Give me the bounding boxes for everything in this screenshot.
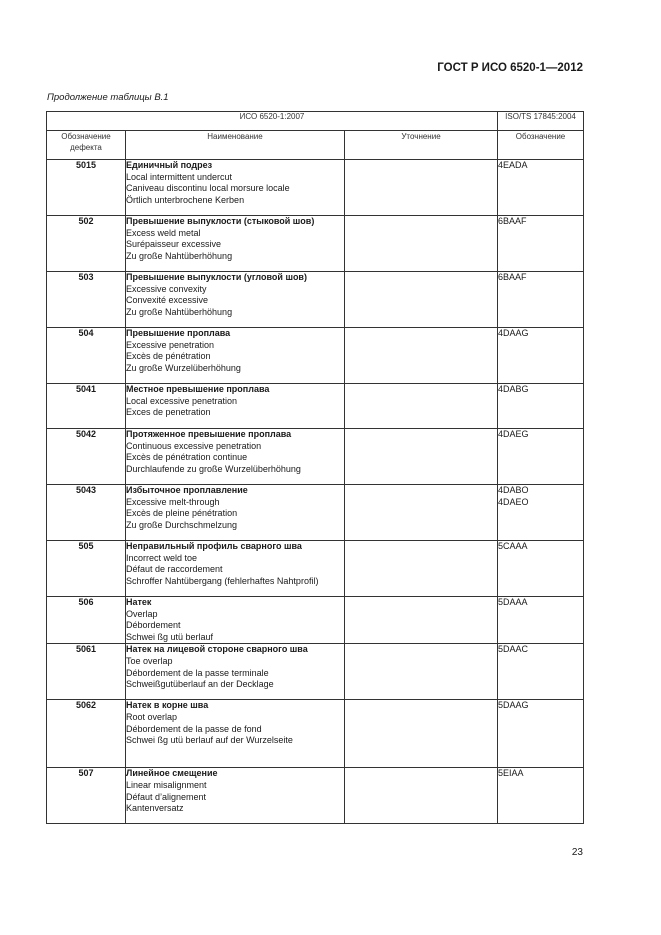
clarification-cell [345,160,498,216]
iso-designation-cell [498,216,584,272]
defects-table [46,111,584,824]
defect-name-ru: Превышение проплава [126,328,231,338]
iso-designation-cell [498,597,584,644]
defect-code: 505 [47,541,126,597]
clarification-cell [345,272,498,328]
group-header-iso6520: ИСО 6520-1:2007 [47,112,498,131]
iso-designation: 6BAAF [498,216,527,226]
defect-name-ru: Протяженное превышение проплава [126,429,292,439]
defect-name-ru: Местное превышение проплава [126,384,270,394]
defect-name-cell [126,384,345,429]
standard-header: ГОСТ Р ИСО 6520-1—2012 [437,62,583,74]
group-header-row [47,112,584,131]
defect-name-translation: Schwei ßg utü berlauf auf der Wurzelseite [126,735,293,746]
defect-name-cell [126,700,345,768]
iso-designation: 5CAAA [498,541,528,551]
clarification-cell [345,384,498,429]
defect-name-translation: Local excessive penetration [126,395,238,406]
clarification-cell [345,768,498,824]
defect-name-ru: Натек на лицевой стороне сварного шва [126,644,308,655]
defect-name-translation: Schweißgutüberlauf an der Decklage [126,679,274,690]
defect-name-translation: Excessive melt-through [126,496,220,507]
table-row [47,328,584,384]
group-header-iso17845: ISO/TS 17845:2004 [498,112,584,131]
defect-name-translation: Root overlap [126,711,178,722]
defect-name-translation: Caniveau discontinu local morsure locale [126,183,290,194]
defect-name-cell [126,485,345,541]
clarification-cell [345,429,498,485]
clarification-cell [345,700,498,768]
iso-designation: 4DAAG [498,328,529,338]
iso-designation-cell [498,160,584,216]
defect-name-translation: Durchlaufende zu große Wurzelüberhöhung [126,463,301,474]
iso-designation: 4DAEO [498,496,529,507]
table-row [47,216,584,272]
defect-name-translation: Kantenversatz [126,803,184,814]
defect-name-ru: Натек в корне шва [126,700,209,711]
defect-name-translation: Zu große Nahtüberhöhung [126,306,233,317]
defect-name-translation: Excessive penetration [126,339,215,350]
defect-name-translation: Toe overlap [126,655,173,666]
defect-name-translation: Exces de penetration [126,407,211,418]
column-header-designation: Обозначение [498,131,584,160]
defect-name-translation: Excès de pleine pénétration [126,508,238,519]
defect-name-ru: Неправильный профиль сварного шва [126,541,302,551]
table-row [47,384,584,429]
defect-code: 504 [47,328,126,384]
defect-name-translation: Zu große Durchschmelzung [126,519,238,530]
iso-designation: 6BAAF [498,272,527,282]
iso-designation: 5EIAA [498,768,524,779]
table-row [47,160,584,216]
iso-designation-cell [498,768,584,824]
defect-name-translation: Excess weld metal [126,227,201,238]
defect-code: 5015 [47,160,126,216]
defect-name-cell [126,216,345,272]
defect-code: 507 [47,768,126,824]
iso-designation: 4DABO [498,485,529,495]
defect-name-cell [126,541,345,597]
defect-name-translation: Débordement de la passe de fond [126,723,262,734]
clarification-cell [345,541,498,597]
defect-name-cell [126,597,345,644]
defect-name-cell [126,160,345,216]
defect-name-cell [126,429,345,485]
defect-code: 5041 [47,384,126,429]
clarification-cell [345,328,498,384]
defect-code: 5061 [47,644,126,700]
iso-designation: 5DAAA [498,597,528,607]
iso-designation: 4EADA [498,160,528,170]
page-number: 23 [571,847,583,858]
column-header-row [47,131,584,160]
defect-name-cell [126,768,345,824]
defect-name-translation: Défaut d’alignement [126,791,207,802]
defect-name-translation: Local intermittent undercut [126,171,233,182]
defect-name-translation: Incorrect weld toe [126,552,198,563]
defect-name-translation: Continuous excessive penetration [126,440,262,451]
defect-name-ru: Единичный подрез [126,160,213,170]
defect-name-ru: Превышение выпуклости (стыковой шов) [126,216,315,226]
defect-name-translation: Overlap [126,608,158,619]
defect-name-translation: Zu große Wurzelüberhöhung [126,362,241,373]
iso-designation-cell [498,644,584,700]
defect-name-translation: Surépaisseur excessive [126,239,222,250]
iso-designation-cell [498,384,584,429]
defect-name-ru: Превышение выпуклости (угловой шов) [126,272,307,282]
defect-name-translation: Débordement de la passe terminale [126,667,269,678]
defect-name-translation: Örtlich unterbrochene Kerben [126,194,245,205]
table-row [47,485,584,541]
defect-name-translation: Linear misalignment [126,779,207,790]
column-header-code: Обозначение дефекта [47,131,126,160]
clarification-cell [345,216,498,272]
table-row [47,700,584,768]
table-row [47,272,584,328]
defect-name-ru: Избыточное проплавление [126,485,248,495]
table-row [47,644,584,700]
defect-name-translation: Excès de pénétration continue [126,452,248,463]
iso-designation-cell [498,429,584,485]
iso-designation-cell [498,700,584,768]
defect-name-translation: Défaut de raccordement [126,564,223,575]
defect-code: 506 [47,597,126,644]
defect-name-cell [126,272,345,328]
clarification-cell [345,644,498,700]
iso-designation: 5DAAG [498,700,529,711]
table-row [47,541,584,597]
defect-code: 502 [47,216,126,272]
defect-code: 5062 [47,700,126,768]
defect-name-translation: Excès de pénétration [126,351,211,362]
iso-designation-cell [498,328,584,384]
defect-name-translation: Débordement [126,620,181,631]
defect-code: 5043 [47,485,126,541]
table-row [47,597,584,644]
defect-code: 503 [47,272,126,328]
defect-code: 5042 [47,429,126,485]
iso-designation: 4DAEG [498,429,529,439]
defect-name-ru: Натек [126,597,152,607]
defect-name-translation: Schwei ßg utü berlauf [126,631,214,642]
defect-name-ru: Линейное смещение [126,768,218,779]
table-row [47,768,584,824]
defect-name-cell [126,644,345,700]
iso-designation-cell [498,541,584,597]
iso-designation: 4DABG [498,384,529,394]
column-header-name: Наименование [126,131,345,160]
clarification-cell [345,485,498,541]
table-caption: Продолжение таблицы В.1 [47,92,169,103]
defect-name-translation: Zu große Nahtüberhöhung [126,250,233,261]
defect-name-translation: Excessive convexity [126,283,207,294]
column-header-clarification: Уточнение [345,131,498,160]
defect-name-translation: Schroffer Nahtübergang (fehlerhaftes Nahtprofil) [126,575,319,586]
iso-designation-cell [498,485,584,541]
table-row [47,429,584,485]
iso-designation: 5DAAC [498,644,529,655]
defect-name-cell [126,328,345,384]
clarification-cell [345,597,498,644]
defect-name-translation: Convexité excessive [126,295,209,306]
iso-designation-cell [498,272,584,328]
